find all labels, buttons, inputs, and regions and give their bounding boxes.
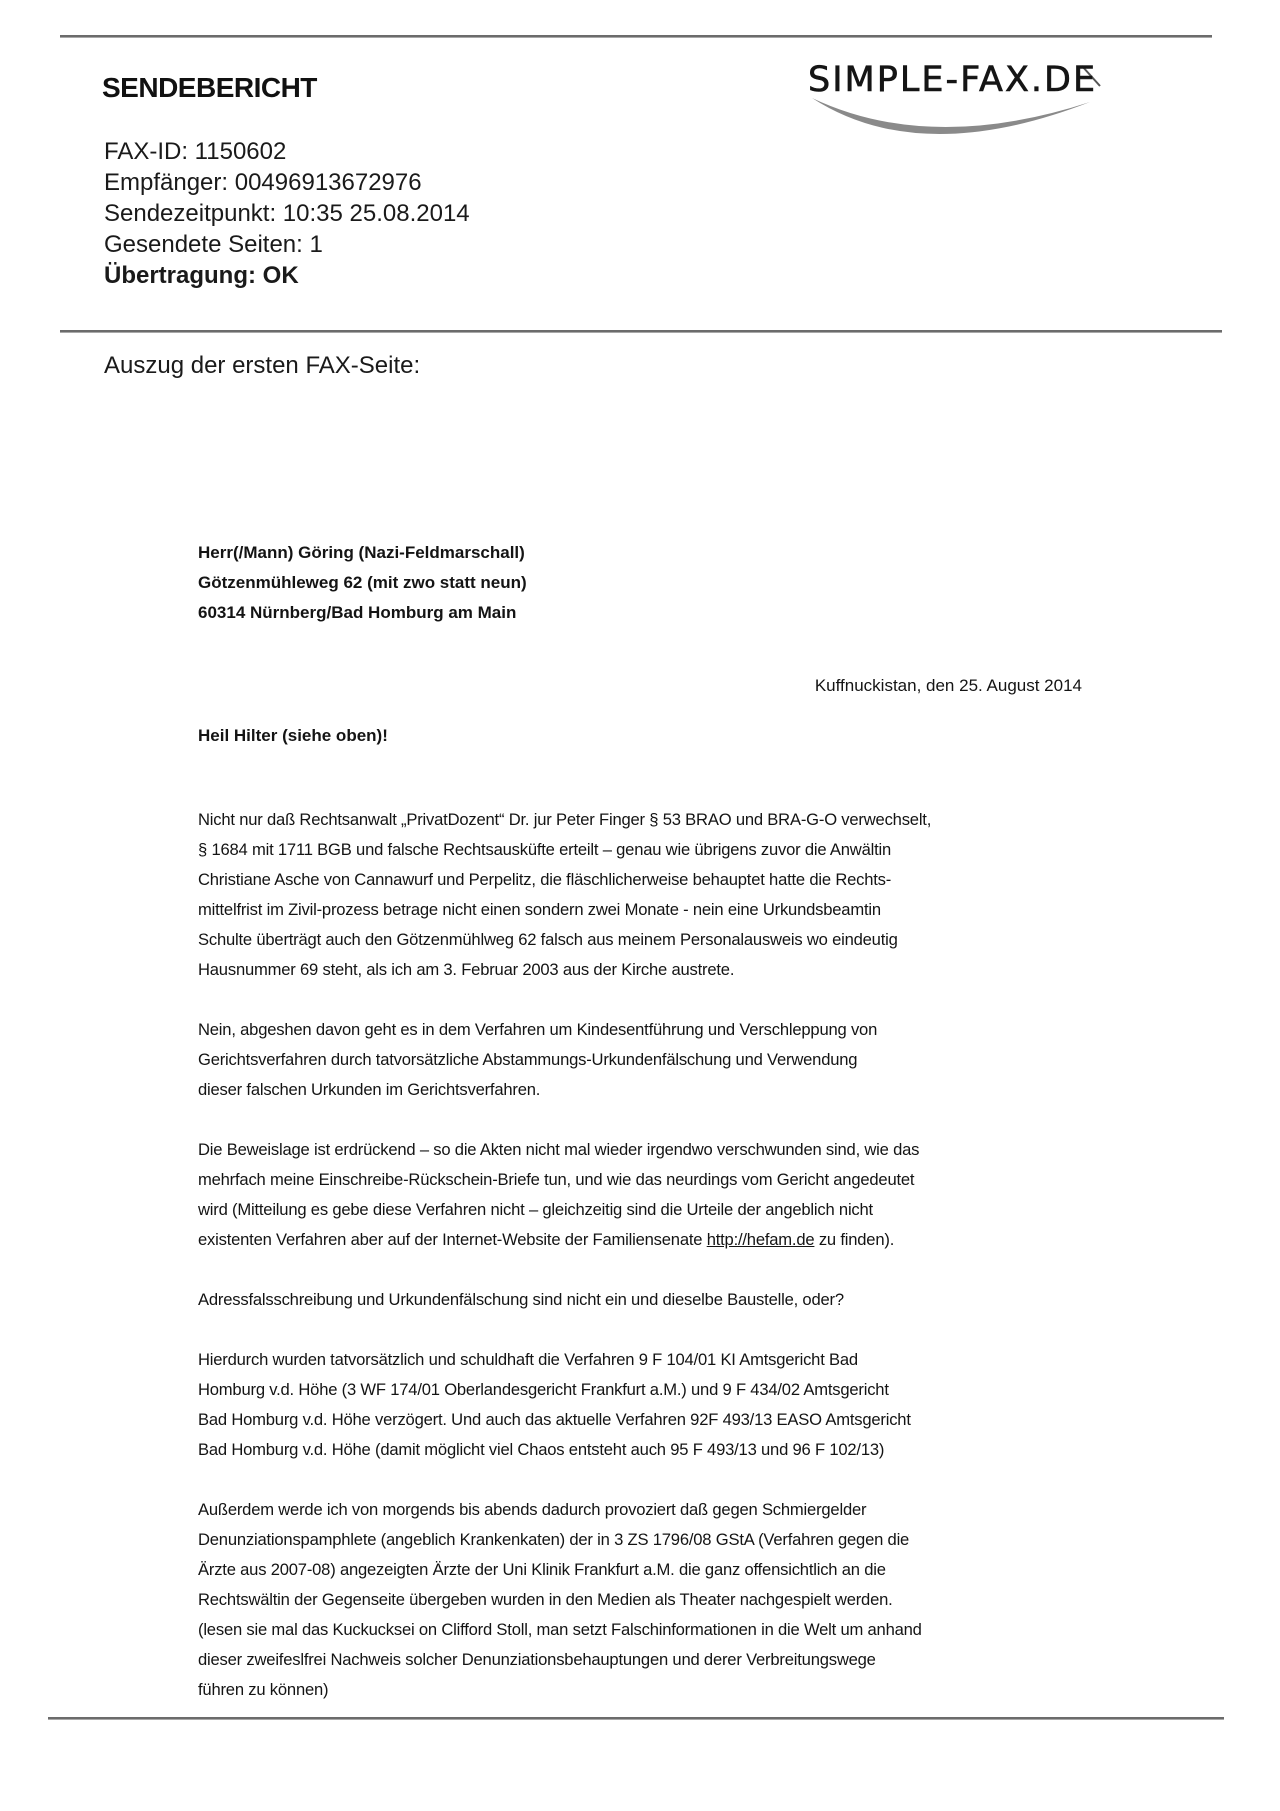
text-line: dieser zweifeslfrei Nachweis solcher Denunziationsbehauptungen und derer Verbreitungswege — [198, 1650, 876, 1669]
text-line: Schulte überträgt auch den Götzenmühlweg 62 falsch aus meinem Personalausweis wo eindeutig — [198, 930, 898, 949]
transmission-status: Übertragung: OK — [104, 262, 299, 289]
letter-recipient-address — [198, 538, 527, 628]
text-line: Ärzte aus 2007-08) angezeigten Ärzte der Uni Klinik Frankfurt a.M. die ganz offensichtlich an die — [198, 1560, 886, 1579]
pages-sent: Gesendete Seiten: 1 — [104, 231, 323, 258]
top-divider — [60, 35, 1212, 38]
text-line: wird (Mitteilung es gebe diese Verfahren nicht – gleichzeitig sind die Urteile der angeblich nicht — [198, 1200, 873, 1219]
letter-body — [198, 805, 1098, 1735]
text-line: dieser falschen Urkunden im Gerichtsverfahren. — [198, 1080, 541, 1099]
paragraph-5 — [198, 1345, 1098, 1465]
recipient-name: Herr(/Mann) Göring (Nazi-Feldmarschall) — [198, 543, 525, 562]
text-line: Die Beweislage ist erdrückend – so die Akten nicht mal wieder irgendwo verschwunden sind, wie das — [198, 1140, 920, 1159]
paragraph-3 — [198, 1135, 1098, 1255]
excerpt-heading: Auszug der ersten FAX-Seite: — [104, 352, 421, 379]
logo-text: SIMPLE-FAX.DE — [808, 60, 1098, 100]
text-line: Christiane Asche von Cannawurf und Perpelitz, die fläschlicherweise behauptet hatte die Rechts- — [198, 870, 892, 889]
paragraph-1 — [198, 805, 1098, 985]
transmission-details — [104, 136, 470, 291]
text-line: Bad Homburg v.d. Höhe (damit möglicht viel Chaos entsteht auch 95 F 493/13 und 96 F 102/13) — [198, 1440, 885, 1459]
paragraph-4 — [198, 1285, 1098, 1315]
paragraph-2 — [198, 1015, 1098, 1105]
text-line: Homburg v.d. Höhe (3 WF 174/01 Oberlandesgericht Frankfurt a.M.) und 9 F 434/02 Amtsgericht — [198, 1380, 889, 1399]
fax-id: FAX-ID: 1150602 — [104, 138, 287, 165]
text-line: Denunziationspamphlete (angeblich Krankenkaten) der in 3 ZS 1796/08 GStA (Verfahren gegen die — [198, 1530, 910, 1549]
text-line: mehrfach meine Einschreibe-Rückschein-Briefe tun, und wie das neurdings vom Gericht angedeutet — [198, 1170, 915, 1189]
text-line: Außerdem werde ich von morgends bis abends dadurch provoziert daß gegen Schmiergelder — [198, 1500, 867, 1519]
paragraph-6 — [198, 1495, 1098, 1705]
recipient-street: Götzenmühleweg 62 (mit zwo statt neun) — [198, 573, 527, 592]
recipient-city: 60314 Nürnberg/Bad Homburg am Main — [198, 603, 517, 622]
letter-salutation: Heil Hilter (siehe oben)! — [198, 726, 388, 745]
text-line: Gerichtsverfahren durch tatvorsätzliche Abstammungs-Urkundenfälschung und Verwendung — [198, 1050, 858, 1069]
text-line: führen zu können) — [198, 1680, 329, 1699]
text-line: (lesen sie mal das Kuckucksei on Clifford Stoll, man setzt Falschinformationen in die Welt um anhand — [198, 1620, 922, 1639]
text-line: Nicht nur daß Rechtsanwalt „PrivatDozent“ Dr. jur Peter Finger § 53 BRAO und BRA-G-O verwechselt, — [198, 810, 932, 829]
text-line-with-link — [198, 1225, 1098, 1255]
link-line-suffix: zu finden). — [814, 1230, 895, 1249]
recipient-number: Empfänger: 00496913672976 — [104, 169, 422, 196]
send-time: Sendezeitpunkt: 10:35 25.08.2014 — [104, 200, 470, 227]
text-line: Bad Homburg v.d. Höhe verzögert. Und auch das aktuelle Verfahren 92F 493/13 EASO Amtsgericht — [198, 1410, 911, 1429]
letter-date: Kuffnuckistan, den 25. August 2014 — [814, 676, 1082, 695]
middle-divider — [60, 330, 1222, 333]
bottom-divider — [48, 1717, 1224, 1720]
text-line: Hierdurch wurden tatvorsätzlich und schuldhaft die Verfahren 9 F 104/01 KI Amtsgericht Bad — [198, 1350, 858, 1369]
text-line: mittelfrist im Zivil-prozess betrage nicht einen sondern zwei Monate - nein eine Urkundsbeamtin — [198, 900, 881, 919]
report-title: SENDEBERICHT — [102, 72, 317, 103]
link-line-prefix: existenten Verfahren aber auf der Internet-Website der Familiensenate — [198, 1230, 707, 1249]
hefam-link[interactable]: http://hefam.de — [706, 1230, 815, 1249]
text-line: Hausnummer 69 steht, als ich am 3. Februar 2003 aus der Kirche austrete. — [198, 960, 735, 979]
text-line: Adressfalsschreibung und Urkundenfälschung sind nicht ein und dieselbe Baustelle, oder? — [198, 1290, 844, 1309]
text-line: § 1684 mit 1711 BGB und falsche Rechtsausküfte erteilt – genau wie übrigens zuvor die Anwältin — [198, 840, 892, 859]
simple-fax-logo — [800, 56, 1220, 156]
text-line: Nein, abgeshen davon geht es in dem Verfahren um Kindesentführung und Verschleppung von — [198, 1020, 878, 1039]
text-line: Rechtswältin der Gegenseite übergeben wurden in den Medien als Theater nachgespielt werden. — [198, 1590, 893, 1609]
